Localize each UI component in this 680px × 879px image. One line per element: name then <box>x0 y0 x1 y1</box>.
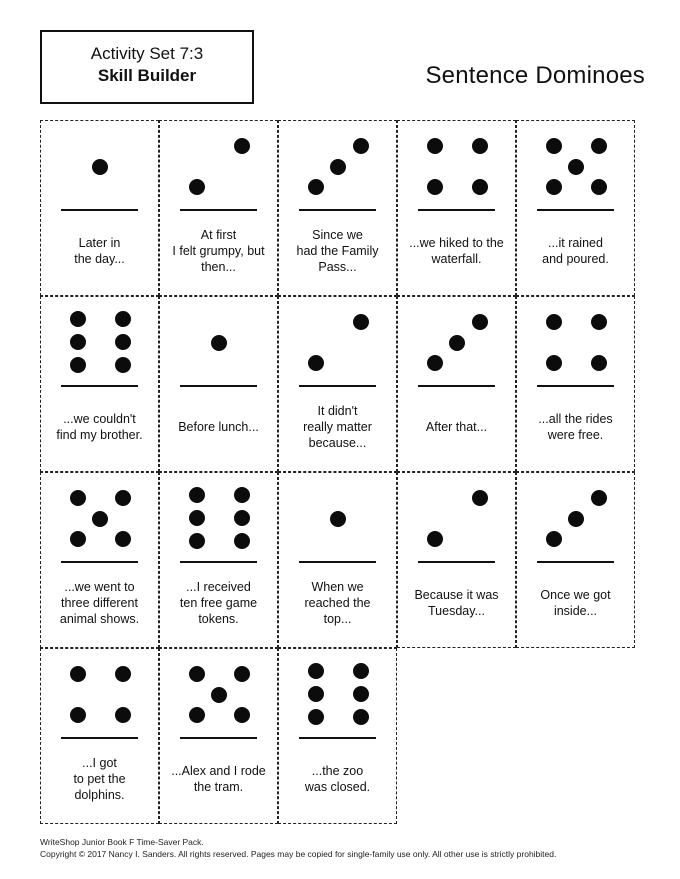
domino-pips <box>279 473 398 563</box>
pip-dot <box>211 335 227 351</box>
pip-dot <box>115 666 131 682</box>
activity-set-label: Activity Set 7:3 <box>90 44 204 63</box>
footer-source: WriteShop Junior Book F Time-Saver Pack. <box>40 837 204 847</box>
pip-dot <box>472 179 488 195</box>
pip-dot <box>189 179 205 195</box>
domino-divider <box>299 209 376 211</box>
pip-dot <box>568 511 584 527</box>
pip-dot <box>70 490 86 506</box>
pip-dot <box>308 709 324 725</box>
domino-divider <box>180 209 257 211</box>
domino-card <box>516 472 635 648</box>
domino-pips <box>398 121 517 211</box>
domino-pips <box>160 297 279 387</box>
pip-dot <box>308 179 324 195</box>
pip-dot <box>70 707 86 723</box>
domino-divider <box>537 209 614 211</box>
pip-dot <box>330 511 346 527</box>
pip-dot <box>353 314 369 330</box>
footer <box>40 836 556 860</box>
pip-dot <box>568 159 584 175</box>
pip-dot <box>353 663 369 679</box>
pip-dot <box>427 355 443 371</box>
pip-dot <box>70 531 86 547</box>
domino-card <box>278 296 397 472</box>
activity-set-box <box>40 30 254 104</box>
pip-dot <box>546 531 562 547</box>
domino-pips <box>160 649 279 739</box>
domino-card <box>397 472 516 648</box>
domino-phrase: ...I received ten free game tokens. <box>179 580 258 626</box>
pip-dot <box>189 533 205 549</box>
domino-card <box>159 648 278 824</box>
domino-phrase: Later in the day... <box>74 236 125 266</box>
domino-pips <box>41 473 160 563</box>
pip-dot <box>472 138 488 154</box>
domino-pips <box>398 297 517 387</box>
domino-phrase: When we reached the top... <box>304 580 371 626</box>
domino-card <box>397 120 516 296</box>
domino-pips <box>398 473 517 563</box>
domino-divider <box>418 561 495 563</box>
pip-dot <box>115 334 131 350</box>
domino-divider <box>299 561 376 563</box>
pip-dot <box>234 666 250 682</box>
domino-card <box>159 472 278 648</box>
domino-phrase: Because it was Tuesday... <box>414 588 499 618</box>
domino-card <box>278 472 397 648</box>
domino-phrase: After that... <box>425 420 488 434</box>
domino-phrase: Before lunch... <box>178 420 259 434</box>
pip-dot <box>189 510 205 526</box>
pip-dot <box>234 487 250 503</box>
pip-dot <box>591 314 607 330</box>
pip-dot <box>353 686 369 702</box>
domino-divider <box>180 561 257 563</box>
pip-dot <box>472 490 488 506</box>
domino-card <box>40 648 159 824</box>
pip-dot <box>591 138 607 154</box>
page-title: Sentence Dominoes <box>425 62 645 89</box>
pip-dot <box>353 138 369 154</box>
pip-dot <box>115 531 131 547</box>
pip-dot <box>189 487 205 503</box>
pip-dot <box>234 138 250 154</box>
pip-dot <box>591 179 607 195</box>
domino-card <box>40 472 159 648</box>
pip-dot <box>70 311 86 327</box>
domino-card <box>278 120 397 296</box>
pip-dot <box>308 686 324 702</box>
domino-phrase: ...all the rides were free. <box>538 412 613 442</box>
pip-dot <box>211 687 227 703</box>
domino-divider <box>537 561 614 563</box>
domino-phrase: ...we went to three different animal shows. <box>59 580 140 626</box>
pip-dot <box>308 355 324 371</box>
pip-dot <box>92 511 108 527</box>
domino-pips <box>517 121 636 211</box>
pip-dot <box>70 357 86 373</box>
domino-card <box>397 296 516 472</box>
domino-card <box>40 120 159 296</box>
domino-divider <box>299 737 376 739</box>
pip-dot <box>70 334 86 350</box>
pip-dot <box>189 707 205 723</box>
footer-copyright: Copyright © 2017 Nancy I. Sanders. All rights reserved. Pages may be copied for single-family use only. All other use is strictly prohibited. <box>40 849 557 859</box>
domino-card <box>159 120 278 296</box>
domino-divider <box>61 737 138 739</box>
pip-dot <box>472 314 488 330</box>
domino-phrase: ...it rained and poured. <box>542 236 609 266</box>
domino-divider <box>418 385 495 387</box>
pip-dot <box>115 490 131 506</box>
domino-phrase: Once we got inside... <box>540 588 611 618</box>
pip-dot <box>115 707 131 723</box>
domino-pips <box>279 649 398 739</box>
domino-grid <box>40 120 637 825</box>
pip-dot <box>115 357 131 373</box>
domino-card <box>40 296 159 472</box>
domino-divider <box>61 209 138 211</box>
skill-builder-label: Skill Builder <box>97 66 197 85</box>
pip-dot <box>234 707 250 723</box>
pip-dot <box>234 533 250 549</box>
pip-dot <box>427 179 443 195</box>
domino-phrase: It didn't really matter because... <box>303 404 372 450</box>
domino-pips <box>517 297 636 387</box>
pip-dot <box>591 490 607 506</box>
pip-dot <box>189 666 205 682</box>
domino-divider <box>180 737 257 739</box>
pip-dot <box>92 159 108 175</box>
domino-phrase: ...I got to pet the dolphins. <box>73 756 126 802</box>
pip-dot <box>70 666 86 682</box>
pip-dot <box>546 179 562 195</box>
domino-card <box>516 296 635 472</box>
domino-divider <box>61 385 138 387</box>
pip-dot <box>546 314 562 330</box>
domino-pips <box>279 121 398 211</box>
pip-dot <box>427 138 443 154</box>
domino-card <box>278 648 397 824</box>
domino-pips <box>41 649 160 739</box>
pip-dot <box>546 138 562 154</box>
pip-dot <box>449 335 465 351</box>
pip-dot <box>546 355 562 371</box>
domino-divider <box>180 385 257 387</box>
domino-divider <box>61 561 138 563</box>
domino-divider <box>418 209 495 211</box>
domino-divider <box>537 385 614 387</box>
pip-dot <box>234 510 250 526</box>
domino-pips <box>160 121 279 211</box>
domino-phrase: At first I felt grumpy, but then... <box>172 228 265 274</box>
domino-card <box>159 296 278 472</box>
domino-pips <box>517 473 636 563</box>
pip-dot <box>308 663 324 679</box>
domino-phrase: Since we had the Family Pass... <box>296 228 379 274</box>
pip-dot <box>591 355 607 371</box>
pip-dot <box>427 531 443 547</box>
domino-card <box>516 120 635 296</box>
domino-pips <box>279 297 398 387</box>
domino-pips <box>41 121 160 211</box>
domino-phrase: ...we hiked to the waterfall. <box>409 236 504 266</box>
pip-dot <box>330 159 346 175</box>
domino-phrase: ...Alex and I rode the tram. <box>171 764 266 794</box>
domino-phrase: ...the zoo was closed. <box>304 764 371 794</box>
pip-dot <box>353 709 369 725</box>
domino-divider <box>299 385 376 387</box>
pip-dot <box>115 311 131 327</box>
domino-pips <box>41 297 160 387</box>
domino-phrase: ...we couldn't find my brother. <box>56 412 143 442</box>
domino-pips <box>160 473 279 563</box>
